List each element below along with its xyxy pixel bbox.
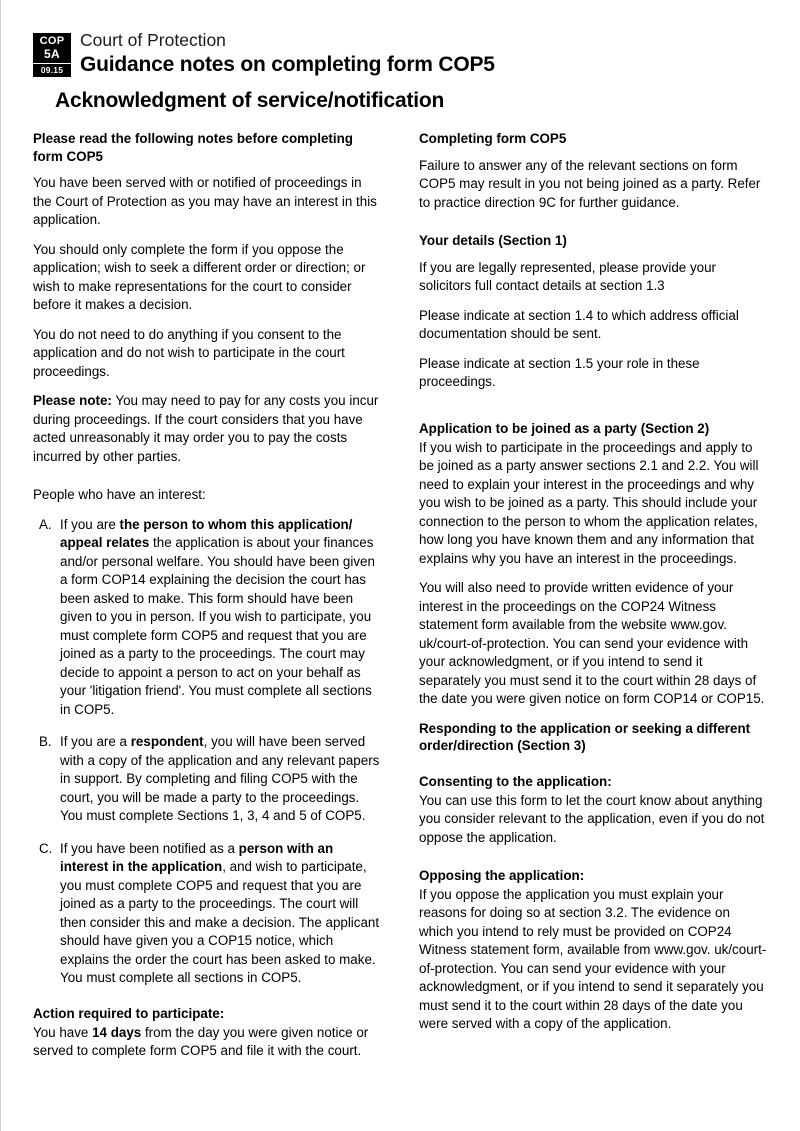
left-paragraph-consent-no-action: You do not need to do anything if you consent to the application and do not wish to participate in the court proceedings. bbox=[33, 326, 345, 379]
right-section-heading-opposing: Opposing the application: bbox=[419, 868, 585, 884]
right-spacer-before-joined bbox=[419, 403, 767, 420]
right-section-heading-responding: Responding to the application or seeking a different order/direction (Section 3) bbox=[419, 720, 751, 754]
left-paragraph-served: You have been served with or notified of proceedings in the Court of Protection as you may have an interest in this application. bbox=[33, 175, 377, 228]
list-item bbox=[33, 840, 381, 988]
header-row bbox=[33, 30, 767, 77]
right-spacer-before-your-details bbox=[419, 223, 767, 232]
action-text-pre: You have bbox=[33, 1024, 93, 1040]
page-left-border bbox=[0, 0, 1, 1131]
please-note-text: You may need to pay for any costs you incur during proceedings. If the court considers that you have acted unreasonably it may order you to pay the costs incurred by other parties. bbox=[33, 393, 379, 464]
list-item-text-bold: person with an interest in the application bbox=[60, 840, 334, 875]
list-item-marker: A. bbox=[39, 516, 52, 532]
list-item-text-pre: If you are a bbox=[60, 734, 131, 750]
organisation-name: Court of Protection bbox=[80, 30, 226, 50]
list-item-text-post: , you will have been served with a copy of the application and any relevant papers in support. By completing and filing COP5 with the court, you will be made a party to the proceedings. You must complete Sections 1, 3, 4 and 5 of COP5. bbox=[60, 734, 380, 824]
list-item-text-pre: If you have been notified as a bbox=[60, 840, 239, 856]
right-paragraph-address: Please indicate at section 1.4 to which address official documentation should be sent. bbox=[419, 307, 739, 342]
list-item-text-post: the application is about your finances and/or personal welfare. You should have been given a form COP14 explaining the decision the court has been asked to make. This form should have been given to you in person. If you wish to participate, you must complete form COP5 and request that you are joined as a party to the proceedings. The court may decide to appoint a person to act on your behalf as your 'litigation friend'. You must complete all sections in COP5. bbox=[60, 535, 375, 717]
right-paragraph-role: Please indicate at section 1.5 your role in these proceedings. bbox=[419, 355, 700, 390]
two-column-body bbox=[33, 130, 767, 1072]
right-paragraph-joined-explain: If you wish to participate in the proceedings and apply to be joined as a party answer sections 2.1 and 2.2. You will need to explain your interest in the proceedings and why you wish to be joined as a party. This should include your connection to the person to whom the application relates, how long you have known them and any information that explains why you have an interest in the proceedings. bbox=[419, 439, 759, 566]
list-item-text-pre: If you are bbox=[60, 516, 120, 532]
form-revision-date: 09.15 bbox=[33, 64, 71, 77]
left-paragraph-action-required bbox=[33, 1024, 381, 1061]
right-section-heading-your-details: Your details (Section 1) bbox=[419, 233, 567, 249]
list-item bbox=[33, 516, 381, 720]
right-spacer-before-consenting bbox=[419, 764, 767, 773]
list-item bbox=[33, 733, 381, 826]
left-section-heading-read-notes: Please read the following notes before completing form COP5 bbox=[33, 131, 353, 164]
left-column bbox=[33, 130, 381, 1072]
list-item-text-post: , and wish to participate, you must complete COP5 and request that you are joined as a party to the proceedings. The court will then consider this and make a decision. The applicant should have given you a COP15 notice, which explains the order the court has been asked to make. You must complete all sections in COP5. bbox=[60, 859, 380, 986]
action-text-bold: 14 days bbox=[92, 1024, 142, 1040]
right-section-heading-joined-party: Application to be joined as a party (Section 2) bbox=[419, 420, 710, 436]
right-column bbox=[419, 130, 767, 1072]
right-paragraph-written-evidence: You will also need to provide written evidence of your interest in the proceedings on the COP24 Witness statement form available from the website www.gov. uk/court-of-protection. You can send your evidence with your acknowledgment, or if you intend to send it separately you must send it to the court within 28 days of the date you were given notice on form COP14 or COP15. bbox=[419, 580, 765, 707]
left-section-heading-action-required: Action required to participate: bbox=[33, 1005, 225, 1021]
right-paragraph-opposing: If you oppose the application you must explain your reasons for doing so at section 3.2. The evidence on which you intend to rely must be provided on COP24 Witness statement form, available from www.gov. uk/court-of-protection. You can send your evidence with your acknowledgment, or if you intend to send it separately you must send it to the court within 28 days of the date you were served with a copy of the application. bbox=[419, 886, 767, 1032]
left-spacer-before-interest bbox=[33, 477, 381, 486]
list-item-text-bold: the person to whom this application/ appeal relates bbox=[60, 516, 353, 551]
left-paragraph-interest-intro: People who have an interest: bbox=[33, 487, 206, 503]
form-code-badge bbox=[33, 33, 71, 63]
right-spacer-before-opposing bbox=[419, 858, 767, 867]
header-titles bbox=[80, 30, 767, 77]
form-code-number: 5A bbox=[44, 46, 60, 61]
page-subtitle: Acknowledgment of service/notification bbox=[55, 89, 445, 113]
right-section-heading-completing: Completing form COP5 bbox=[419, 131, 567, 146]
action-text-post: from the day you were given notice or served to complete form COP5 and file it with the court. bbox=[33, 1024, 369, 1059]
list-item-marker: B. bbox=[39, 734, 52, 750]
page-title: Guidance notes on completing form COP5 bbox=[80, 53, 495, 77]
right-section-heading-consenting: Consenting to the application: bbox=[419, 773, 612, 789]
right-paragraph-completing: Failure to answer any of the relevant sections on form COP5 may result in you not being joined as a party. Refer to practice direction 9C for further guidance. bbox=[419, 157, 761, 210]
left-spacer-before-action bbox=[33, 988, 381, 1005]
cop5a-form-badge bbox=[33, 33, 71, 77]
interested-people-list bbox=[33, 516, 381, 988]
right-paragraph-solicitors: If you are legally represented, please provide your solicitors full contact details at section 1.3 bbox=[419, 259, 717, 294]
please-note-label: Please note: bbox=[33, 393, 112, 409]
left-paragraph-please-note bbox=[33, 392, 381, 466]
list-item-marker: C. bbox=[39, 840, 53, 856]
left-paragraph-when-to-complete: You should only complete the form if you oppose the application; wish to seek a different order or direction; or wish to make representations for the court to consider before it makes a decision. bbox=[33, 241, 366, 313]
form-code-cop: COP bbox=[39, 35, 65, 47]
right-paragraph-consenting: You can use this form to let the court know about anything you consider relevant to the application, even if you do not oppose the application. bbox=[419, 792, 765, 845]
list-item-text-bold: respondent bbox=[130, 734, 204, 750]
document-header bbox=[33, 30, 767, 114]
